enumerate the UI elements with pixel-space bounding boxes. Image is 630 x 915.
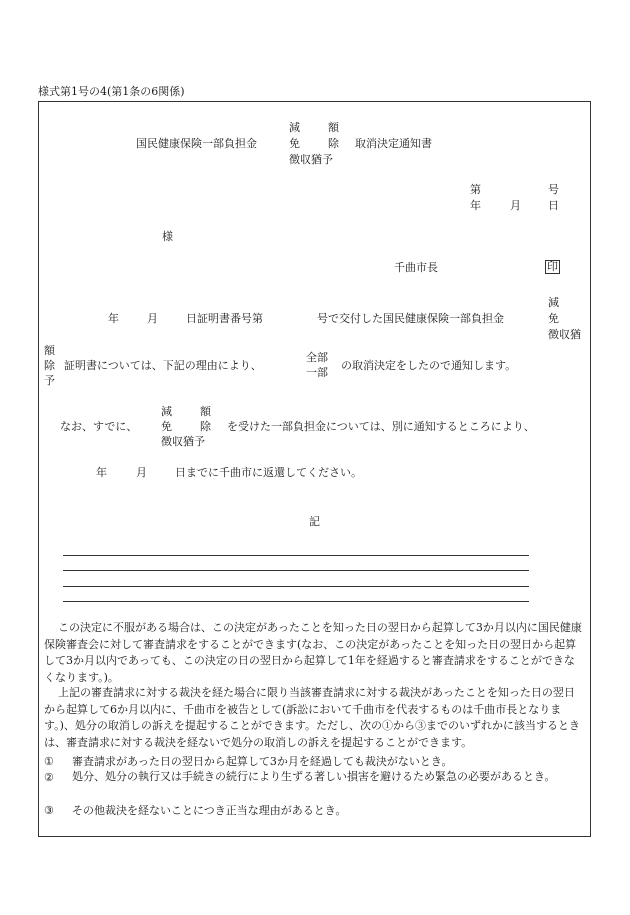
body1-opt1-c: 徴収猶 — [548, 328, 581, 341]
date-nen: 年 — [470, 199, 481, 212]
notice-paragraph-1: この決定に不服がある場合は、この決定があったことを知った日の翌日から起算して3か月以内に国民健康保険審査会に対して審査請求をすることができます(なお、この決定があったことを知った日の翌日から起算して3か月以内であっても、この決定の日の翌日から起算して1年を経過すると審査請求をすることができなくなります。)。 — [44, 621, 582, 684]
body2-opt-1a: 減 — [161, 405, 172, 418]
title-prefix: 国民健康保険一部負担金 — [136, 137, 257, 150]
title-option-2a: 免 — [289, 137, 300, 150]
body2-opt-2b: 除 — [200, 420, 211, 433]
issuer: 千曲市長 — [394, 261, 438, 274]
ki-heading: 記 — [309, 515, 320, 528]
body2-lead: なお、すでに、 — [60, 420, 138, 433]
body2-opt-3: 徴収猶予 — [161, 435, 205, 448]
notice-item-3-text: その他裁決を経ないことにつき正当な理由があるとき。 — [72, 804, 347, 817]
date-tsuki: 月 — [510, 199, 521, 212]
notice-item-2-text: 処分、処分の執行又は手続きの続行により生ずる著しい損害を避けるため緊急の必要があるとき。 — [72, 770, 556, 783]
body2-line2-text: 日までに千曲市に返還してください。 — [175, 466, 362, 479]
body2-opt-1b: 額 — [200, 405, 211, 418]
reason-line-2 — [63, 570, 529, 571]
notice-item-2-num: ② — [44, 771, 54, 784]
body1-scope-all: 全部 — [306, 351, 328, 364]
title-option-2b: 除 — [328, 137, 339, 150]
notice-item-1-num: ① — [44, 755, 54, 768]
number-dai: 第 — [470, 183, 481, 196]
body1-opt1-b: 免 — [548, 312, 559, 325]
body1-opt2-b: 除 — [44, 359, 55, 372]
body1-mid2: 号で交付した国民健康保険一部負担金 — [317, 312, 504, 325]
body2-line2-tsuki: 月 — [136, 466, 147, 479]
body1-opt2-a: 額 — [44, 344, 55, 357]
date-hi: 日 — [548, 199, 559, 212]
body2-line2-nen: 年 — [96, 466, 107, 479]
form-label: 様式第1号の4(第1条の6関係) — [38, 85, 185, 98]
body1-opt2-c: 予 — [44, 374, 55, 387]
addressee-suffix: 様 — [162, 230, 173, 243]
title-suffix: 取消決定通知書 — [355, 137, 432, 150]
body1-opt1-a: 減 — [548, 296, 559, 309]
seal-mark: 印 — [547, 260, 558, 273]
reason-line-1 — [63, 555, 529, 556]
notice-paragraph-2: 上記の審査請求に対する裁決を経た場合に限り当該審査請求に対する裁決があったことを知った日の翌日から起算して6か月以内に、千曲市を被告として(訴訟において千曲市を代表するものは千曲市長となります。)、処分の取消しの訴えを提起することができます。ただし、次の①から③までのいずれかに該当するときは、審査請求に対する裁決を経ないで処分の取消しの訴えを提起することができます。 — [44, 686, 581, 749]
notice-item-1-text: 審査請求があった日の翌日から起算して3か月を経過しても裁決がないとき。 — [72, 755, 453, 768]
body1-date-nen: 年 — [108, 312, 119, 325]
title-option-3: 徴収猶予 — [289, 153, 333, 166]
body1-tail: の取消決定をしたので通知します。 — [341, 359, 517, 372]
reason-line-4 — [63, 601, 529, 602]
notice-item-3-num: ③ — [44, 804, 54, 817]
body2-opt-2a: 免 — [161, 420, 172, 433]
number-go: 号 — [548, 183, 559, 196]
body1-text: 証明書については、下記の理由により、 — [64, 359, 262, 372]
body1-mid: 日証明書番号第 — [186, 312, 263, 325]
body1-date-tsuki: 月 — [147, 312, 158, 325]
reason-line-3 — [63, 586, 529, 587]
body2-text: を受けた一部負担金については、別に通知するところにより、 — [227, 420, 535, 433]
body1-scope-part: 一部 — [306, 366, 328, 379]
title-option-1a: 減 — [289, 121, 300, 134]
title-option-1b: 額 — [328, 121, 339, 134]
